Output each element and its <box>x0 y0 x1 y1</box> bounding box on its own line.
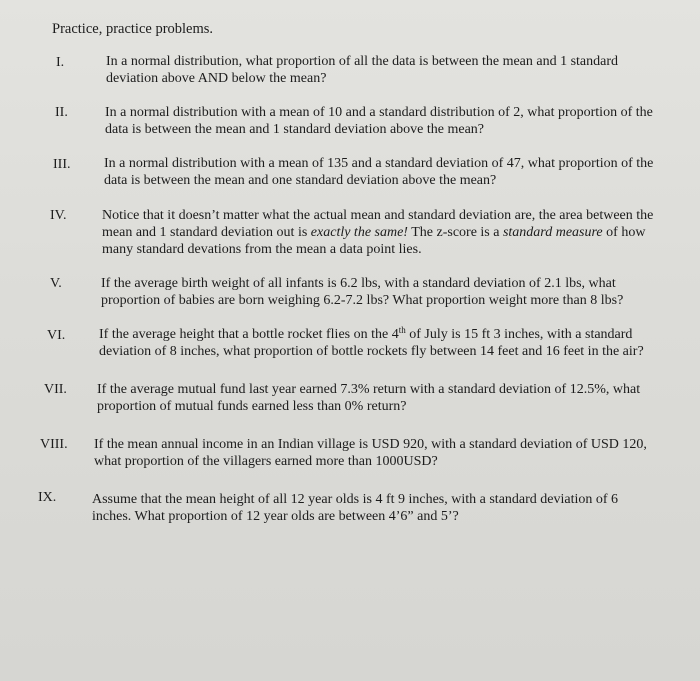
problem-text-line: If the average birth weight of all infants is 6.2 lbs, with a standard deviation of 2.1 lbs, what <box>101 276 616 291</box>
problem-text-line: deviation above AND below the mean? <box>106 71 327 86</box>
problem-text-line: If the average mutual fund last year earned 7.3% return with a standard deviation of 12.5%, what <box>97 382 641 397</box>
problem-number: VI. <box>47 328 66 343</box>
problem-text-line: proportion of mutual funds earned less than 0% return? <box>97 399 407 414</box>
problem-number: III. <box>53 157 71 172</box>
problem-text-line: data is between the mean and one standard deviation above the mean? <box>104 173 497 188</box>
problem-text-line: Assume that the mean height of all 12 year olds is 4 ft 9 inches, with a standard deviation of 6 <box>92 492 619 507</box>
problem-text-line: In a normal distribution with a mean of 10 and a standard distribution of 2, what proportion of the <box>105 105 653 120</box>
problem-text-line: data is between the mean and 1 standard deviation above the mean? <box>105 122 485 137</box>
problem-number: V. <box>50 276 62 291</box>
problem-text-line: Notice that it doesn’t matter what the actual mean and standard deviation are, the area between the <box>102 208 654 223</box>
problem-text-line: inches. What proportion of 12 year olds are between 4’6” and 5’? <box>92 509 459 524</box>
problem-text-line: proportion of babies are born weighing 6.2-7.2 lbs? What proportion weight more than 8 lbs? <box>101 293 624 308</box>
problem-number: I. <box>56 55 65 70</box>
problem-text-line <box>102 224 645 241</box>
problem-number: II. <box>55 105 68 120</box>
emphasis-text: standard measure <box>502 225 603 240</box>
text-run: The z-score is a <box>407 225 503 240</box>
problem-text-line: In a normal distribution, what proportion of all the data is between the mean and 1 standard <box>106 54 619 69</box>
problem-number: IV. <box>50 208 67 223</box>
emphasis-text: exactly the same! <box>310 225 408 240</box>
text-run: of how <box>602 225 646 240</box>
problem-text-line: deviation of 8 inches, what proportion of bottle rockets fly between 14 feet and 16 feet in the air? <box>99 344 644 359</box>
text-run: mean and 1 standard deviation out is <box>102 225 311 240</box>
worksheet-heading: Practice, practice problems. <box>52 21 214 37</box>
superscript-text: th <box>398 325 406 335</box>
problem-text-line <box>99 326 632 343</box>
problem-number: VIII. <box>40 437 68 452</box>
problem-text-line: If the mean annual income in an Indian village is USD 920, with a standard deviation of USD 120, <box>94 437 647 452</box>
problem-text-line: In a normal distribution with a mean of 135 and a standard deviation of 47, what proportion of the <box>104 156 654 171</box>
problem-number: IX. <box>38 490 57 505</box>
problem-text-line: what proportion of the villagers earned more than 1000USD? <box>94 454 438 469</box>
text-run: If the average height that a bottle rocket flies on the 4 <box>99 327 399 342</box>
problem-text-line: many standard devations from the mean a data point lies. <box>102 242 422 257</box>
text-run: of July is 15 ft 3 inches, with a standard <box>405 327 633 342</box>
problem-number: VII. <box>44 382 67 397</box>
